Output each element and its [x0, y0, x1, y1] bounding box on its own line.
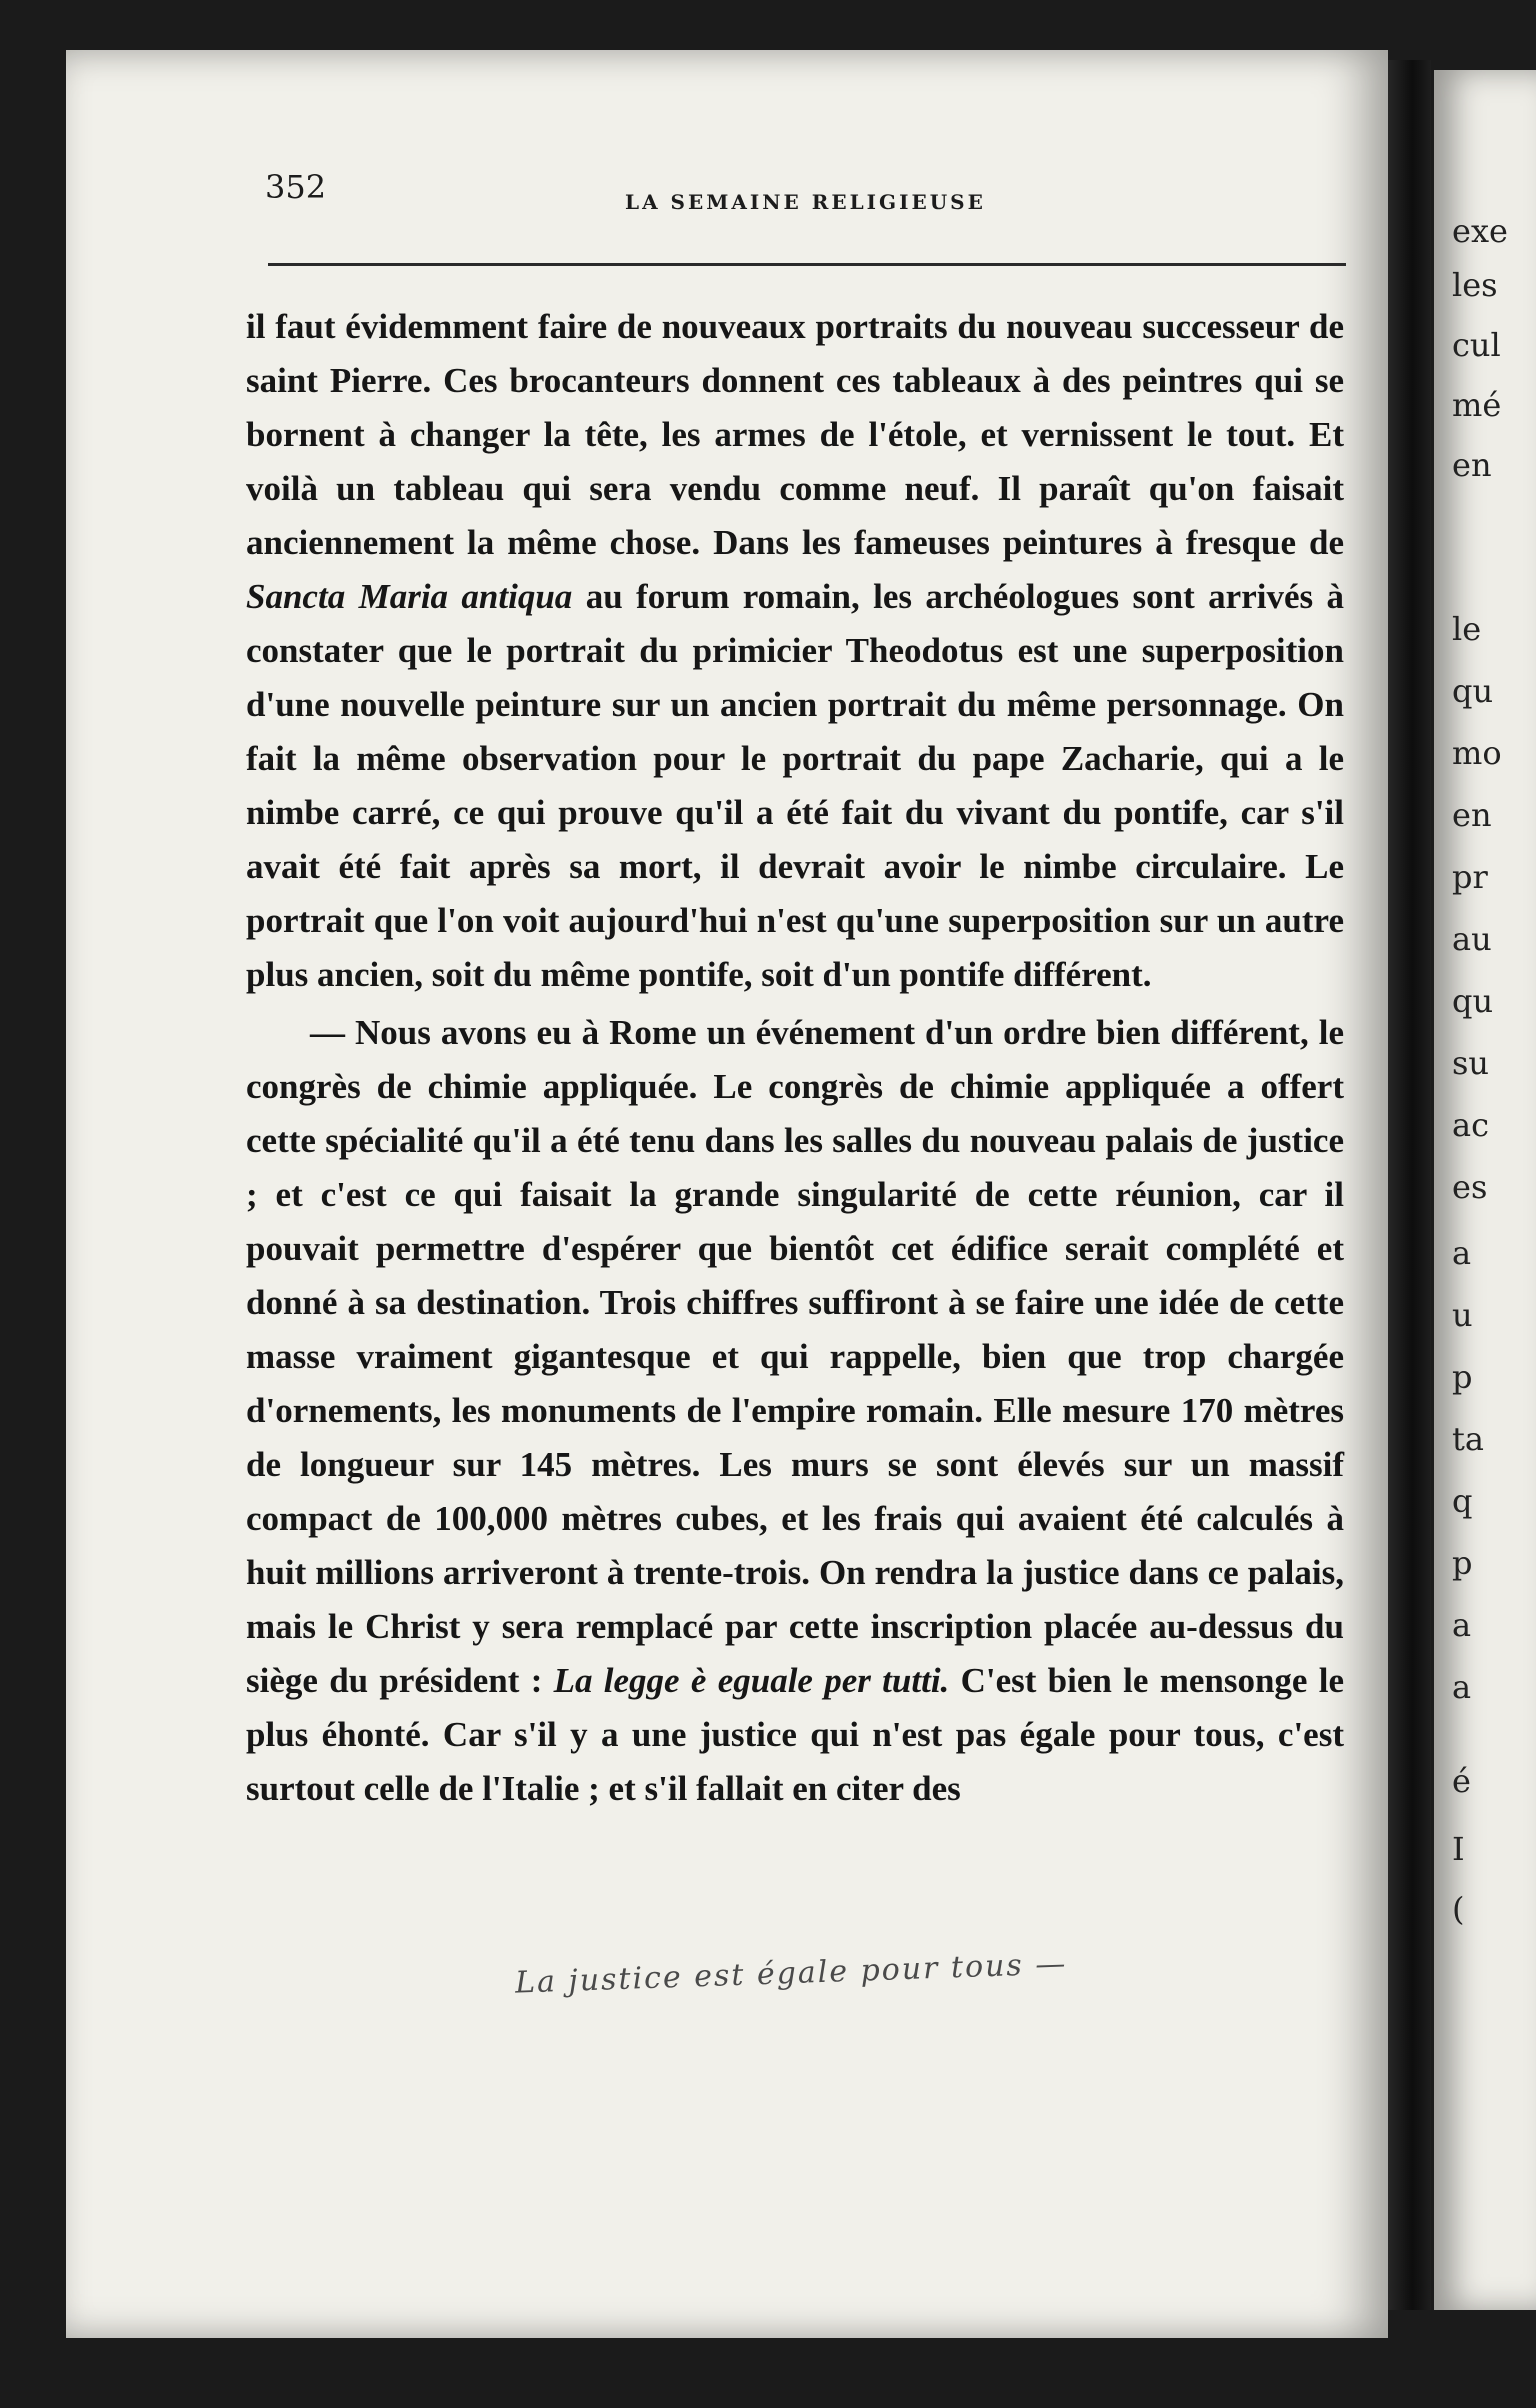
facing-page-text: en [1452, 446, 1492, 484]
facing-page-text: ta [1452, 1420, 1484, 1458]
facing-page-text: exe [1452, 212, 1508, 250]
facing-page-text: le [1452, 610, 1482, 648]
facing-page-text: p [1452, 1358, 1473, 1396]
paragraph-2: — Nous avons eu à Rome un événement d'un ordre bien différent, le congrès de chimie appliquée. Le congrès de chimie appliquée a offert cette spécialité qu'il a été tenu dans les salles du nouveau palais de justice ; et c'est ce qui faisait la grande singularité de cette réunion, car il pouvait permettre d'espérer que bientôt cet édifice serait complété et donné à sa destination. Trois chiffres suffiront à se faire une idée de cette masse vraiment gigantesque et qui rappelle, bien que trop chargée d'ornements, les monuments de l'empire romain. Elle mesure 170 mètres de longueur sur 145 mètres. Les murs se sont élevés sur un massif compact de 100,000 mètres cubes, et les frais qui avaient été calculés à huit millions arriveront à trente-trois. On rendra la justice dans ce palais, mais le Christ y sera remplacé par cette inscription placée au-dessus du siège du président : La legge è eguale per tutti. C'est bien le mensonge le plus éhonté. Car s'il y a une justice qui n'est pas égale pour tous, c'est surtout celle de l'Italie ; et s'il fallait en citer des [246, 1013, 1345, 1808]
facing-page-text: au [1452, 920, 1492, 958]
facing-page-text: su [1452, 1044, 1490, 1082]
facing-page-fragment [1434, 70, 1536, 2310]
facing-page-text: a [1452, 1668, 1472, 1706]
header-rule [268, 263, 1346, 266]
facing-page-text: pr [1452, 858, 1488, 896]
page-number: 352 [265, 168, 327, 206]
facing-page-text: es [1452, 1168, 1488, 1206]
facing-page-text: cul [1452, 326, 1501, 364]
facing-page-text: les [1452, 266, 1498, 304]
book-gutter [1385, 60, 1431, 2310]
facing-page-text: u [1452, 1296, 1473, 1334]
facing-page-text: mé [1452, 386, 1502, 424]
facing-page-text: q [1452, 1482, 1473, 1520]
paragraph-1: il faut évidemment faire de nouveaux portraits du nouveau successeur de saint Pierre. Ces brocanteurs donnent ces tableaux à des peintres qui se bornent à changer la tête, les armes de l'étole, et vernissent le tout. Et voilà un tableau qui sera vendu comme neuf. Il paraît qu'on faisait anciennement la même chose. Dans les fameuses peintures à fresque de Sancta Maria antiqua au forum romain, les archéologues sont arrivés à constater que le portrait du primicier Theodotus est une superposition d'une nouvelle peinture sur un ancien portrait du même personnage. On fait la même observation pour le portrait du pape Zacharie, qui a le nimbe carré, ce qui prouve qu'il a été fait du vivant du pontife, car s'il avait été fait après sa mort, il devrait avoir le nimbe circulaire. Le portrait que l'on voit aujourd'hui n'est qu'une superposition sur un autre plus ancien, soit du même pontife, soit d'un pontife différent. [246, 307, 1344, 994]
page-header [265, 168, 1347, 218]
facing-page-text: é [1452, 1762, 1471, 1800]
facing-page-text: qu [1452, 672, 1494, 710]
running-head: LA SEMAINE RELIGIEUSE [625, 190, 986, 214]
facing-page-text: a [1452, 1606, 1472, 1644]
facing-page-text: ac [1452, 1106, 1489, 1144]
italic-title: Sancta Maria antiqua [246, 577, 573, 616]
handwritten-annotation: La justice est égale pour tous — [514, 1946, 1068, 2001]
facing-page-text: mo [1452, 734, 1502, 772]
facing-page-text: ( [1452, 1890, 1465, 1928]
facing-page-text: a [1452, 1234, 1472, 1272]
facing-page-text: p [1452, 1544, 1473, 1582]
body-text [246, 300, 1344, 1816]
facing-page-text: I [1452, 1830, 1465, 1868]
italic-inscription: La legge è eguale per tutti. [553, 1661, 950, 1700]
facing-page-text: en [1452, 796, 1492, 834]
facing-page-text: qu [1452, 982, 1494, 1020]
